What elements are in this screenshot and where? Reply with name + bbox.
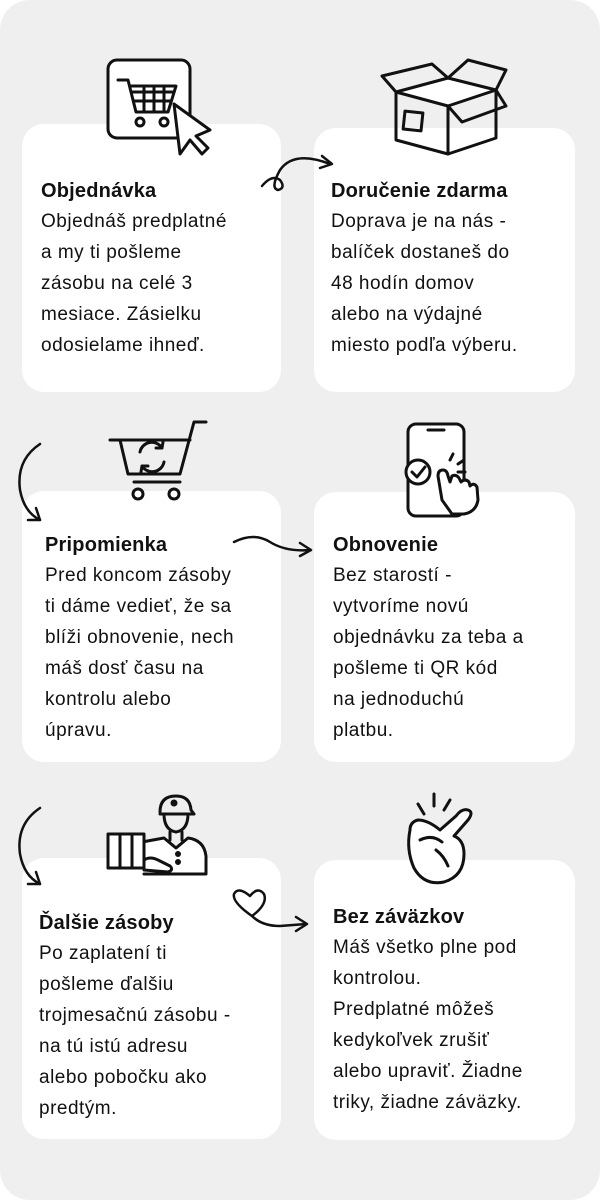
step-title-reminder: Pripomienka bbox=[45, 534, 168, 556]
step-text-no-commitment: Máš všetko plne pod kontrolou. Predplatné môžeš kedykoľvek zrušiť alebo upraviť. Žiadne triky, žiadne záväzky. bbox=[333, 937, 523, 1113]
step-text-order: Objednáš predplatné a my ti pošleme zásobu na celé 3 mesiace. Zásielku odosielame ihneď. bbox=[41, 211, 227, 356]
step-text-reminder: Pred koncom zásoby ti dáme vedieť, že sa blíži obnovenie, nech máš dosť času na kontrolu alebo úpravu. bbox=[45, 565, 235, 741]
arrow-reminder-to-renewal bbox=[230, 532, 316, 562]
step-text-next-supply: Po zaplatení ti pošleme ďalšiu trojmesačnú zásobu - na tú istú adresu alebo pobočku ako predtým. bbox=[39, 943, 231, 1119]
arrow-delivery-to-reminder bbox=[12, 440, 48, 526]
step-title-free-delivery: Doručenie zdarma bbox=[331, 180, 508, 202]
heart-arrow-icon bbox=[228, 886, 312, 938]
step-text-renewal: Bez starostí - vytvoríme novú objednávku za teba a pošleme ti QR kód na jednoduchú platbu. bbox=[333, 565, 524, 741]
cart-refresh-icon bbox=[106, 418, 212, 502]
open-box-icon bbox=[378, 56, 510, 156]
courier-with-box-icon bbox=[104, 790, 210, 882]
arrow-renewal-to-next-supply bbox=[12, 804, 48, 890]
step-title-next-supply: Ďalšie zásoby bbox=[39, 912, 174, 934]
phone-check-tap-icon bbox=[398, 420, 488, 520]
finger-snap-icon bbox=[396, 790, 480, 890]
step-text-free-delivery: Doprava je na nás - balíček dostaneš do 48 hodín domov alebo na výdajné miesto podľa výberu. bbox=[331, 211, 518, 356]
shopping-cart-click-icon bbox=[104, 56, 214, 158]
step-title-no-commitment: Bez záväzkov bbox=[333, 906, 465, 928]
step-title-renewal: Obnovenie bbox=[333, 534, 439, 556]
step-title-order: Objednávka bbox=[41, 180, 157, 202]
arrow-order-to-delivery bbox=[258, 148, 338, 196]
